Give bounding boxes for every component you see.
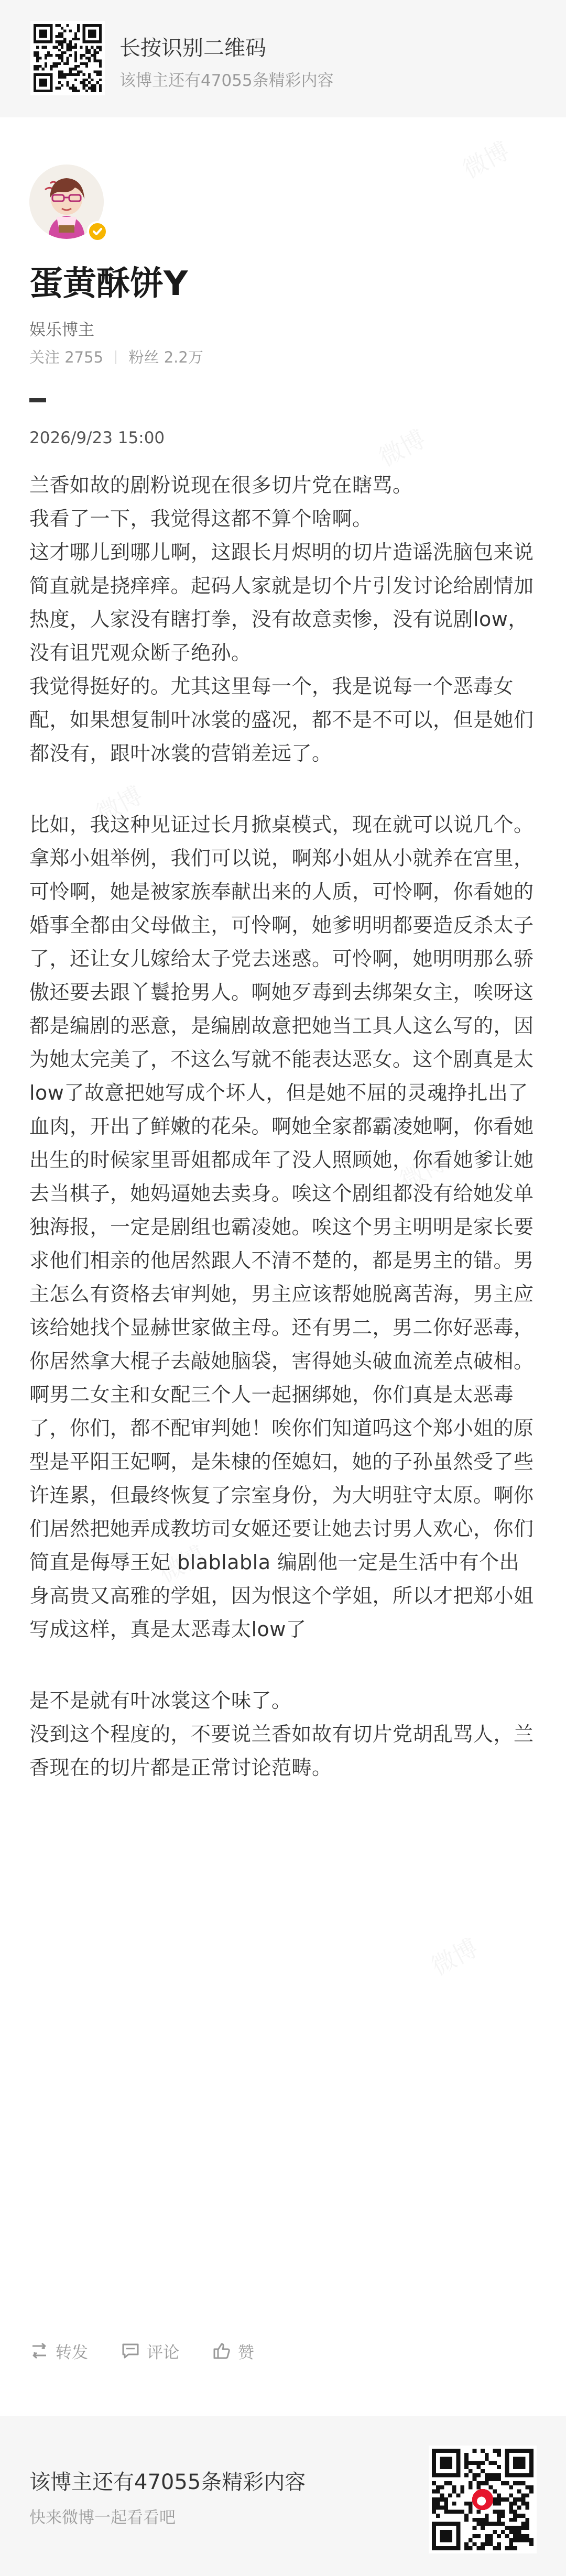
action-bar [29,2338,287,2364]
follow-label: 关注 [29,348,60,366]
like-button[interactable] [212,2339,254,2363]
comment-icon [121,2341,140,2361]
thumbs-up-icon [212,2341,232,2361]
watermark [424,1929,483,1982]
comment-button[interactable] [121,2339,179,2363]
bottom-banner-title: 该博主还有47055条精彩内容 [29,2470,306,2494]
divider [29,398,46,402]
watermark [456,132,515,185]
divider [115,350,116,364]
banner-subtitle: 该博主还有47055条精彩内容 [119,71,334,90]
like-label: 赞 [238,2343,254,2362]
post-paragraph: 我看了一下，我觉得这都不算个啥啊。 [29,507,373,530]
repost-icon [29,2341,49,2361]
watermark [372,420,431,473]
post-paragraph: 这才哪儿到哪儿啊，这跟长月烬明的切片造谣洗脑包来说简直就是挠痒痒。起码人家就是切个片引发讨论给剧情加热度，人家没有瞎打拳，没有故意卖惨，没有说剧low，没有诅咒观众断子绝孙。 [29,541,534,664]
post-timestamp: 2026/9/23 15:00 [29,429,165,447]
avatar[interactable] [29,165,109,244]
post-paragraph: 兰香如故的剧粉说现在很多切片党在瞎骂。 [29,474,413,497]
top-qr-code[interactable] [30,21,105,95]
verified-badge-icon [87,221,108,242]
post-paragraph: 是不是就有叶冰裳这个味了。 [29,1689,292,1712]
post-paragraph: 没到这个程度的，不要说兰香如故有切片党胡乱骂人，兰香现在的切片都是正常讨论范畴。 [29,1723,534,1779]
username[interactable]: 蛋黄酥饼Y [29,265,188,303]
post-paragraph: 比如，我这种见证过长月掀桌模式，现在就可以说几个。拿郑小姐举例，我们可以说，啊郑小姐从小就养在宫里，可怜啊，她是被家族奉献出来的人质，可怜啊，你看她的婚事全都由父母做主，可怜啊，她爹明明都要造反杀太子了，还让女儿嫁给太子党去迷惑。可怜啊，她明明那么骄傲还要去跟丫鬟抢男人。啊她歹毒到去绑架女主，唉呀这都是编剧的恶意，是编剧故意把她当工具人这么写的，因为她太完美了，不这么写就不能表达恶女。这个剧真是太low了故意把她写成个坏人，但是她不屈的灵魂挣扎出了血肉，开出了鲜嫩的花朵。啊她全家都霸凌她啊，你看她出生的时候家里哥姐都成年了没人照顾她，你看她爹让她去当棋子，她妈逼她去卖身。唉这个剧组都没有给她发单独海报，一定是剧组也霸凌她。唉这个男主明明是家长要求他们相亲的他居然跟人不清不楚的，都是男主的错。男主怎么有资格去审判她，男主应该帮她脱离苦海，男主应该给她找个显赫世家做主母。还有男二，男二你好恶毒，你居然拿大棍子去敲她脑袋，害得她头破血流差点破相。啊男二女主和女配三个人一起捆绑她，你们真是太恶毒了，你们，都不配审判她！唉你们知道吗这个郑小姐的原型是平阳王妃啊，是朱棣的侄媳妇，她的子孙虽然受了些许连累，但最终恢复了宗室身份，为大明驻守太原。啊你们居然把她弄成教坊司女姬还要让她去讨男人欢心，你们简直是侮辱王妃 blablabla 编剧他一定是生活中有个出身高贵又高雅的学姐，因为恨这个学姐，所以才把郑小姐写成这样，真是太恶毒太low了 [29,813,534,1641]
user-stats [29,346,203,367]
bottom-qr-code[interactable] [429,2446,537,2553]
repost-label: 转发 [56,2343,88,2362]
follow-count: 2755 [64,348,104,366]
comment-label: 评论 [147,2343,179,2362]
bottom-banner-subtitle: 快来微博一起看看吧 [29,2508,176,2527]
post-paragraph: 我觉得挺好的。尤其这里每一个，我是说每一个恶毒女配，如果想复制叶冰裳的盛况，都不是不可以，但是她们都没有，跟叶冰裳的营销差远了。 [29,675,534,765]
paragraph-gap [29,1646,539,1684]
paragraph-gap [29,770,539,808]
banner-title: 长按识别二维码 [119,36,266,60]
user-type-label: 娱乐博主 [29,321,94,339]
fans-label: 粉丝 [128,348,159,366]
fans-count: 2.2万 [164,348,203,366]
post-body [29,468,539,1784]
repost-button[interactable] [29,2339,88,2363]
